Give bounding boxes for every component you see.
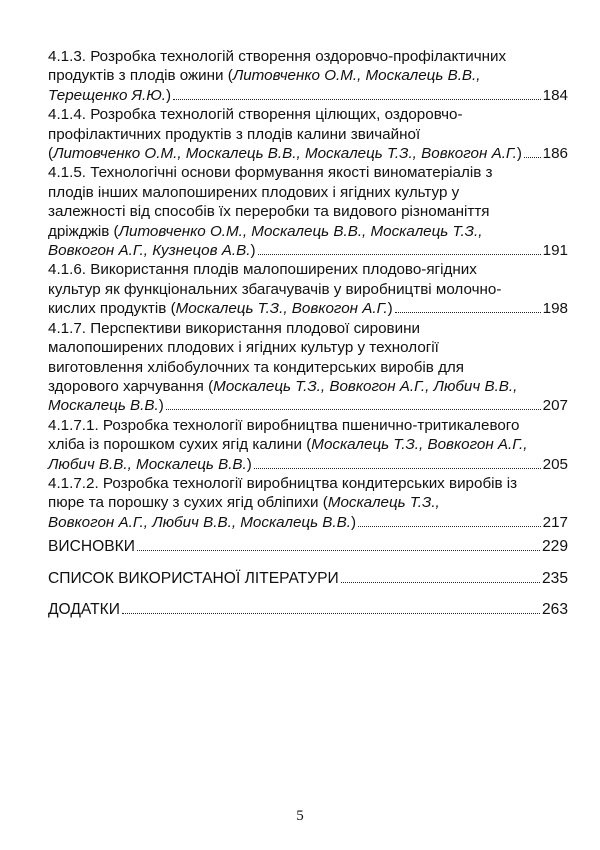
dot-leader <box>166 409 541 410</box>
entry-title-line: профілактичних продуктів з плодів калини звичайної <box>48 125 421 143</box>
toc-chapter-appendices[interactable] <box>48 601 568 619</box>
entry-page-number: 184 <box>542 86 568 104</box>
entry-title-line: 4.1.7.2. Розробка технології виробництва кондитерських виробів із <box>48 474 518 492</box>
entry-title-line: залежності від способів їх переробки та видового різноманіття <box>48 203 490 221</box>
entry-page-number: 198 <box>542 300 568 318</box>
entry-authors: Терещенко Я.Ю. <box>48 86 166 104</box>
entry-authors: Москалець Т.З., Вовкогон А.Г., Любич В.В., <box>213 377 518 395</box>
entry-authors: Любич В.В., Москалець В.В. <box>48 455 247 473</box>
entry-page-number: 186 <box>542 145 568 163</box>
entry-title-line: 4.1.6. Використання плодів малопоширених плодово-ягідних <box>48 261 477 279</box>
entry-page-number: 217 <box>542 513 568 531</box>
toc-chapter-conclusions[interactable] <box>48 538 568 556</box>
entry-title-line: продуктів з плодів ожини <box>48 67 224 85</box>
entry-page-number: 191 <box>542 242 568 260</box>
chapter-page-number: 263 <box>541 601 568 618</box>
chapter-title: ДОДАТКИ <box>48 601 120 618</box>
entry-authors: Вовкогон А.Г., Кузнецов А.В. <box>48 242 251 260</box>
entry-title-line: 4.1.4. Розробка технологій створення цілющих, оздоровчо- <box>48 106 463 124</box>
toc-entry-4-1-7-2[interactable]: 4.1.7.2. Розробка технології виробництва кондитерських виробів із пюре та порошку з сухих ягід обліпихи (Москалець Т.З., Вовкогон А.Г., Любич В.В., Москалець В.В.) 217 <box>48 474 568 531</box>
dot-leader <box>173 99 541 100</box>
entry-page-number: 207 <box>542 397 568 415</box>
dot-leader <box>258 254 541 255</box>
entry-title-line: 4.1.7.1. Розробка технології виробництва пшенично-тритикалевого <box>48 416 520 434</box>
entry-authors: Вовкогон А.Г., Любич В.В., Москалець В.В. <box>48 513 351 531</box>
dot-leader <box>122 613 540 614</box>
entry-authors: Москалець Т.З., Вовкогон А.Г. <box>175 300 388 318</box>
dot-leader <box>395 312 541 313</box>
entry-authors: Москалець Т.З., <box>327 494 440 512</box>
toc-entry-4-1-5[interactable]: 4.1.5. Технологічні основи формування якості виноматеріалів з плодів інших малопоширених плодових і ягідних культур у залежності від способів їх переробки та видового різноманіття дріжджів (Литовченко О.М., Москалець В.В., Москалець Т.З., Вовкогон А.Г., Кузнецов А.В.) 191 <box>48 164 568 260</box>
toc-entry-4-1-4[interactable]: 4.1.4. Розробка технологій створення цілющих, оздоровчо- профілактичних продуктів з плодів калини звичайної (Литовченко О.М., Москалець В.В., Москалець Т.З., Вовкогон А.Г.) 186 <box>48 106 568 163</box>
entry-authors: Москалець В.В. <box>48 397 159 415</box>
dot-leader <box>341 582 540 583</box>
entry-title-line: культур як функціональних збагачувачів у виробництві молочно- <box>48 280 502 298</box>
entry-title-line: плодів інших малопоширених плодових і ягідних культур у <box>48 183 460 201</box>
dot-leader <box>137 550 540 551</box>
entry-title-line: хліба із порошком сухих ягід калини <box>48 436 303 454</box>
dot-leader <box>358 526 541 527</box>
toc-entry-4-1-7[interactable]: 4.1.7. Перспективи використання плодової сировини малопоширених плодових і ягідних культур у технології виготовлення хлібобулочних та кондитерських виробів для здорового харчування (Москалець Т.З., Вовкогон А.Г., Любич В.В., Москалець В.В.) 207 <box>48 319 568 415</box>
entry-title-line: пюре та порошку з сухих ягід обліпихи <box>48 494 319 512</box>
entry-title-line: 4.1.3. Розробка технологій створення оздоровчо-профілактичних <box>48 48 507 65</box>
entry-title-line: кислих продуктів <box>48 300 167 318</box>
chapter-page-number: 235 <box>541 570 568 587</box>
entry-authors: Литовченко О.М., Москалець В.В., Москалець Т.З., <box>118 222 483 240</box>
toc-entry-4-1-3[interactable]: 4.1.3. Розробка технологій створення оздоровчо-профілактичних продуктів з плодів ожини (Литовченко О.М., Москалець В.В., Терещенко Я.Ю.) 184 <box>48 48 568 104</box>
entry-page-number: 205 <box>542 455 568 473</box>
toc-entry-4-1-6[interactable]: 4.1.6. Використання плодів малопоширених плодово-ягідних культур як функціональних збагачувачів у виробництві молочно- кислих продуктів (Москалець Т.З., Вовкогон А.Г.) 198 <box>48 261 568 318</box>
chapter-title: ВИСНОВКИ <box>48 538 135 555</box>
dot-leader <box>524 157 541 158</box>
entry-authors: Москалець Т.З., Вовкогон А.Г., <box>311 436 528 454</box>
toc-chapter-references[interactable] <box>48 570 568 588</box>
entry-title-line: 4.1.5. Технологічні основи формування якості виноматеріалів з <box>48 164 493 182</box>
page-number: 5 <box>296 808 304 824</box>
entry-title-line: виготовлення хлібобулочних та кондитерських виробів для <box>48 358 465 376</box>
entry-authors: Литовченко О.М., Москалець В.В., Москалець Т.З., Вовкогон А.Г. <box>53 145 517 163</box>
entry-title-line: малопоширених плодових і ягідних культур у технології <box>48 339 439 357</box>
entry-title-line: дріжджів <box>48 222 110 240</box>
toc-entry-4-1-7-1[interactable]: 4.1.7.1. Розробка технології виробництва пшенично-тритикалевого хліба із порошком сухих ягід калини (Москалець Т.З., Вовкогон А.Г., Любич В.В., Москалець В.В.) 205 <box>48 416 568 473</box>
chapter-title: СПИСОК ВИКОРИСТАНОЇ ЛІТЕРАТУРИ <box>48 570 339 587</box>
chapter-page-number: 229 <box>541 538 568 555</box>
table-of-contents <box>48 47 568 532</box>
dot-leader <box>254 468 541 469</box>
entry-authors: Литовченко О.М., Москалець В.В., <box>232 67 481 85</box>
entry-title-line: 4.1.7. Перспективи використання плодової сировини <box>48 319 420 337</box>
entry-title-line: здорового харчування <box>48 377 204 395</box>
